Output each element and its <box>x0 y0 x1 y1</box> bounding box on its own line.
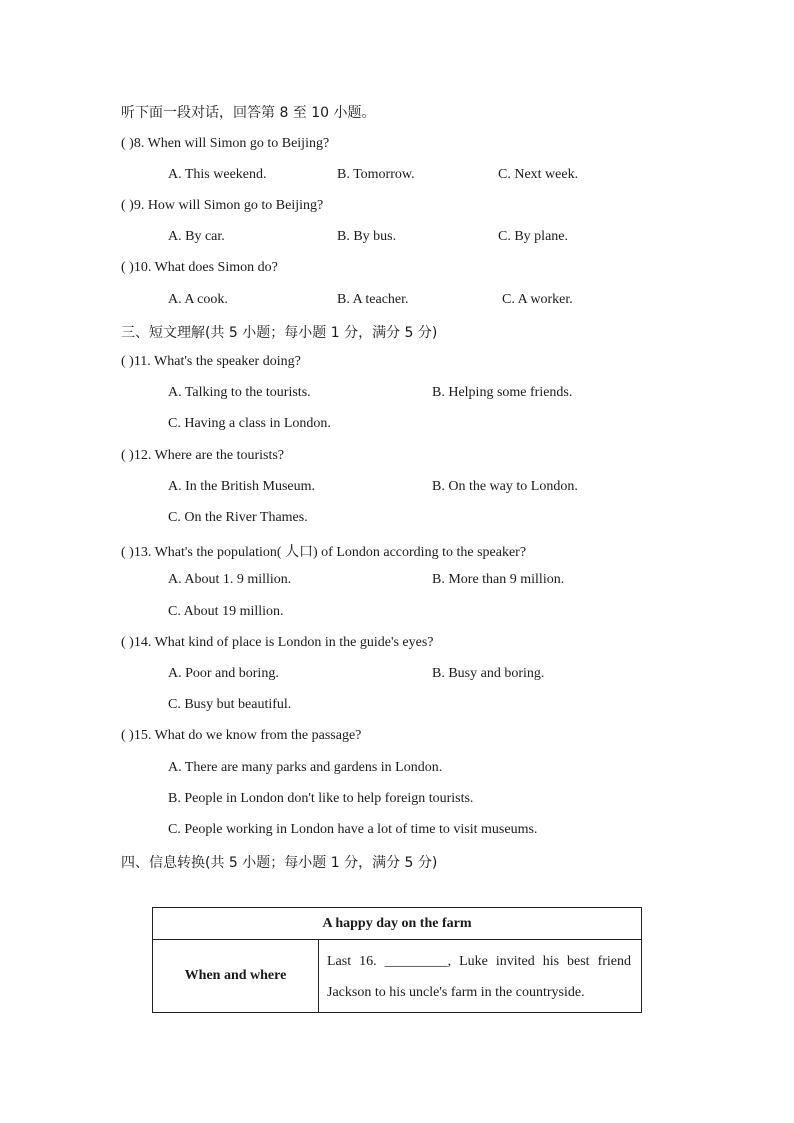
q10-option-b: B. A teacher. <box>337 292 409 307</box>
q8-option-c: C. Next week. <box>498 167 579 182</box>
q9-option-b: B. By bus. <box>337 229 397 244</box>
q9-option-c: C. By plane. <box>498 229 568 244</box>
q14-option-b: B. Busy and boring. <box>432 666 545 681</box>
question-9: ( )9. How will Simon go to Beijing? <box>121 198 324 213</box>
question-14: ( )14. What kind of place is London in the guide's eyes? <box>121 635 434 650</box>
q15-option-a: A. There are many parks and gardens in London. <box>168 760 443 775</box>
question-11: ( )11. What's the speaker doing? <box>121 354 301 369</box>
q11-option-c: C. Having a class in London. <box>168 416 331 431</box>
q15-option-c: C. People working in London have a lot of time to visit museums. <box>168 822 538 837</box>
section-4-title: 四、信息转换(共 5 小题；每小题 1 分，满分 5 分) <box>121 855 438 871</box>
q9-option-a: A. By car. <box>168 229 225 244</box>
q12-option-b: B. On the way to London. <box>432 479 578 494</box>
row-label-when-where: When and where <box>153 940 319 1013</box>
q8-option-b: B. Tomorrow. <box>337 167 415 182</box>
question-10: ( )10. What does Simon do? <box>121 260 278 275</box>
question-15: ( )15. What do we know from the passage? <box>121 728 362 743</box>
q13-option-a: A. About 1. 9 million. <box>168 572 292 587</box>
table-title: A happy day on the farm <box>153 908 642 940</box>
listening-intro: 听下面一段对话，回答第 8 至 10 小题。 <box>121 105 376 121</box>
q12-option-c: C. On the River Thames. <box>168 510 308 525</box>
q10-option-a: A. A cook. <box>168 292 228 307</box>
question-12: ( )12. Where are the tourists? <box>121 448 285 463</box>
row-text-when-where: Last 16. _________, Luke invited his best friend Jackson to his uncle's farm in the countryside. <box>319 940 642 1013</box>
q12-option-a: A. In the British Museum. <box>168 479 315 494</box>
q15-option-b: B. People in London don't like to help foreign tourists. <box>168 791 474 806</box>
q14-option-a: A. Poor and boring. <box>168 666 279 681</box>
q13-option-b: B. More than 9 million. <box>432 572 565 587</box>
q14-option-c: C. Busy but beautiful. <box>168 697 292 712</box>
q8-option-a: A. This weekend. <box>168 167 267 182</box>
q11-option-a: A. Talking to the tourists. <box>168 385 311 400</box>
section-3-title: 三、短文理解(共 5 小题；每小题 1 分，满分 5 分) <box>121 325 438 341</box>
q13-option-c: C. About 19 million. <box>168 604 284 619</box>
question-13: ( )13. What's the population( 人口) of London according to the speaker? <box>121 545 527 560</box>
info-table <box>152 907 642 1013</box>
question-8: ( )8. When will Simon go to Beijing? <box>121 136 330 151</box>
q11-option-b: B. Helping some friends. <box>432 385 573 400</box>
q10-option-c: C. A worker. <box>502 292 573 307</box>
